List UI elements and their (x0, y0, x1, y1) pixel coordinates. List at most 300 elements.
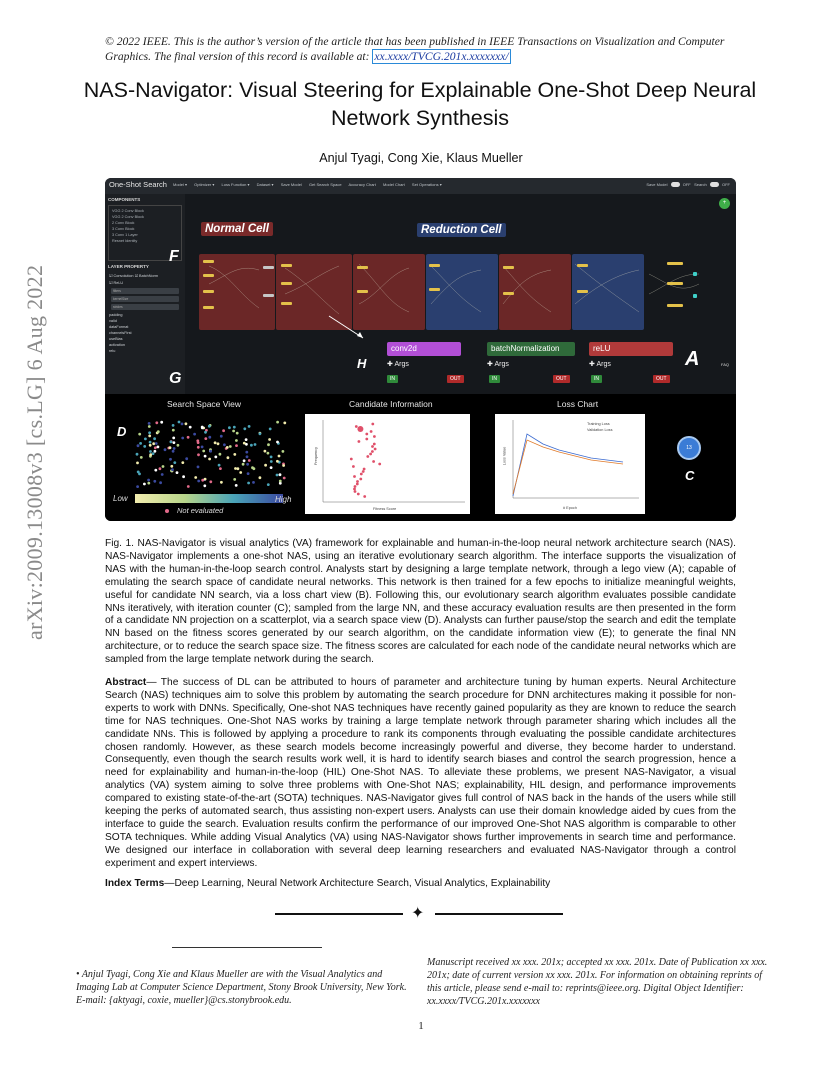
search-space-point[interactable] (144, 438, 147, 441)
candidate-point[interactable] (374, 448, 377, 451)
search-space-point[interactable] (197, 480, 200, 483)
search-space-point[interactable] (248, 425, 251, 428)
search-space-point[interactable] (232, 430, 235, 433)
search-space-point[interactable] (159, 467, 162, 470)
search-space-scatter[interactable] (131, 418, 291, 492)
search-space-point[interactable] (278, 455, 281, 458)
scale-low-label: Low (113, 494, 128, 503)
layer-node[interactable] (667, 262, 683, 265)
prop-relu[interactable]: relu (109, 349, 116, 353)
batchnorm-args[interactable]: ✚ Args (487, 361, 509, 368)
candidate-point[interactable] (371, 445, 374, 448)
save-model-toggle-state: OFF (682, 182, 691, 187)
layer-node[interactable] (577, 290, 588, 293)
search-space-point[interactable] (187, 485, 190, 488)
divider-line-left (275, 913, 403, 915)
layer-node[interactable] (203, 274, 214, 277)
label-h: H (357, 356, 367, 371)
layer-node[interactable] (357, 266, 368, 269)
candidate-point[interactable] (365, 433, 368, 436)
search-space-point[interactable] (283, 477, 286, 480)
faq-link[interactable]: FAQ (721, 362, 730, 367)
candidate-point[interactable] (378, 463, 381, 466)
copyright-notice (105, 34, 745, 64)
candidate-point[interactable] (354, 485, 357, 488)
search-space-point[interactable] (197, 441, 200, 444)
search-space-point[interactable] (229, 445, 232, 448)
search-space-point[interactable] (267, 443, 270, 446)
search-space-point[interactable] (148, 425, 151, 428)
kernel-size-field[interactable]: kernelSize (111, 296, 179, 302)
candidate-point[interactable] (371, 450, 374, 453)
search-space-point[interactable] (239, 471, 242, 474)
color-scale-bar (135, 494, 283, 503)
search-space-point[interactable] (187, 436, 190, 439)
checkbox-label[interactable]: ReLU (113, 281, 124, 285)
menu-item[interactable]: Accuracy Chart (348, 182, 376, 187)
search-space-point[interactable] (233, 453, 236, 456)
search-toggle-label: Search (694, 182, 707, 187)
search-space-point[interactable] (214, 456, 217, 459)
search-space-point[interactable] (247, 482, 250, 485)
loss-plot[interactable] (495, 414, 645, 514)
search-space-point[interactable] (173, 447, 176, 450)
search-space-point[interactable] (148, 435, 151, 438)
copyright-text: © 2022 IEEE. This is the author’s version of the article that has been published in IEEE Transactions on Visualization and Computer Graphics. The final version of this record is available at: (105, 35, 725, 63)
search-space-point[interactable] (161, 473, 164, 476)
search-space-point[interactable] (243, 459, 246, 462)
prop-valid[interactable]: valid (109, 319, 117, 323)
search-space-point[interactable] (234, 467, 237, 470)
label-d: D (117, 424, 127, 439)
component-item[interactable]: 3 Conv Block (112, 227, 135, 231)
prop-channels-first[interactable]: channelsFirst (109, 331, 132, 335)
search-space-point[interactable] (153, 437, 156, 440)
candidate-point[interactable] (373, 435, 376, 438)
search-space-point[interactable] (157, 446, 160, 449)
label-a: A (685, 348, 700, 370)
search-space-point[interactable] (270, 460, 273, 463)
search-space-point[interactable] (264, 450, 267, 453)
component-item[interactable]: 3 Conv 1 Layer (112, 233, 138, 237)
layer-checkboxes: ☑ Convolution ☑ BatchNorm (109, 274, 159, 278)
section-divider (275, 905, 565, 921)
search-space-point[interactable] (153, 480, 156, 483)
layer-property-heading: LAYER PROPERTY (108, 264, 149, 269)
component-item[interactable]: VGG 2 Conv Block (112, 209, 144, 213)
search-space-point[interactable] (193, 433, 196, 436)
layer-node[interactable] (281, 264, 292, 267)
search-space-point[interactable] (177, 444, 180, 447)
menu-item[interactable]: Set Operations ▾ (411, 182, 442, 187)
layer-node[interactable] (281, 282, 292, 285)
search-space-point[interactable] (172, 450, 175, 453)
search-space-point[interactable] (209, 450, 212, 453)
search-space-title: Search Space View (167, 399, 242, 409)
candidate-point[interactable] (350, 458, 353, 461)
search-space-point[interactable] (182, 475, 185, 478)
search-space-point[interactable] (227, 456, 230, 459)
search-space-point[interactable] (148, 431, 151, 434)
search-space-point[interactable] (209, 480, 212, 483)
candidate-point[interactable] (363, 468, 366, 471)
search-space-point[interactable] (259, 476, 262, 479)
candidate-point[interactable] (362, 470, 365, 473)
conv2d-in-port[interactable]: IN (387, 375, 398, 383)
arxiv-stamp: arXiv:2009.13008v3 [cs.LG] 6 Aug 2022 (22, 264, 47, 640)
filters-field[interactable]: filters (111, 288, 179, 294)
add-icon[interactable]: + (719, 198, 730, 209)
candidate-point[interactable] (372, 460, 375, 463)
search-space-point[interactable] (203, 484, 206, 487)
candidate-point[interactable] (354, 490, 357, 493)
menu-item[interactable]: Dataset ▾ (256, 182, 274, 187)
search-space-point[interactable] (269, 428, 272, 431)
layer-node[interactable] (429, 264, 440, 267)
not-evaluated-dot (165, 509, 169, 513)
label-g: G (169, 370, 182, 387)
search-space-point[interactable] (176, 471, 179, 474)
search-space-point[interactable] (162, 465, 165, 468)
abstract (105, 677, 736, 871)
search-space-point[interactable] (149, 441, 152, 444)
search-space-point[interactable] (254, 443, 257, 446)
layer-node[interactable] (263, 294, 274, 297)
label-c: C (685, 468, 695, 483)
search-space-point[interactable] (252, 481, 255, 484)
search-space-point[interactable] (152, 452, 155, 455)
relu-in-port[interactable]: IN (591, 375, 602, 383)
navbar-toggles (646, 182, 730, 187)
candidate-point[interactable] (353, 475, 356, 478)
search-space-point[interactable] (243, 427, 246, 430)
search-space-point[interactable] (138, 433, 141, 436)
candidate-info-title: Candidate Information (349, 399, 433, 409)
search-space-point[interactable] (143, 483, 146, 486)
output-node[interactable] (693, 294, 697, 298)
bottom-panels (105, 394, 736, 521)
candidate-point[interactable] (363, 495, 366, 498)
search-space-point[interactable] (267, 452, 270, 455)
candidate-point[interactable] (356, 483, 359, 486)
search-space-point[interactable] (143, 445, 146, 448)
figure-caption: Fig. 1. NAS-Navigator is visual analytics (VA) framework for explainable and human-in-the-loop neural network architecture search (NAS). NAS-Navigator implements a one-shot NAS, using an iterative evolutionary search algorithm. The interface supports the visualization of NAS with the human-in-the-loop search control. Analysts start by designing a large template network, through a lego view (A); capable of emulating the search space of candidate neural networks. This network is then trained for a few epochs to initialize meaningful weights, useful for candidate NN search, via a loss chart view (B). Following this, our evolutionary search algorithm evaluates possible candidate NNs iteratively, with iteration counter (C); sampled from the large NN, and these accuracy evaluation results are then presented in the form of a candidate NN projection on a scatterplot, via a search space view (D). Analysts can further pause/stop the search and edit the template NN based on the fitness scores generated by our search algorithm, on the candidate information view (E); to generate the final NN architecture, or to reduce the search space size. The fitness scores are calculated for each node of the candidate neural networks which are sampled from the large template network during the search. (105, 538, 736, 666)
search-space-point[interactable] (147, 479, 150, 482)
search-space-point[interactable] (218, 464, 221, 467)
search-space-point[interactable] (181, 423, 184, 426)
search-space-point[interactable] (279, 480, 282, 483)
batchnorm-chip[interactable]: batchNormalization (487, 342, 575, 356)
search-toggle[interactable] (710, 182, 719, 187)
search-space-point[interactable] (157, 430, 160, 433)
search-space-point[interactable] (270, 456, 273, 459)
menu-item[interactable]: Model ▾ (173, 182, 188, 187)
relu-out-port[interactable]: OUT (653, 375, 670, 383)
search-space-point[interactable] (178, 421, 181, 424)
validation-loss-line (513, 440, 623, 494)
search-space-point[interactable] (267, 483, 270, 486)
search-space-point[interactable] (160, 421, 163, 424)
search-space-point[interactable] (235, 439, 238, 442)
conv2d-out-port[interactable]: OUT (447, 375, 464, 383)
batchnorm-in-port[interactable]: IN (489, 375, 500, 383)
candidate-point[interactable] (353, 488, 356, 491)
search-space-point[interactable] (276, 474, 279, 477)
search-space-point[interactable] (164, 448, 167, 451)
scale-high-label: High (275, 495, 292, 504)
search-space-point[interactable] (217, 442, 220, 445)
search-space-point[interactable] (214, 441, 217, 444)
search-space-point[interactable] (204, 478, 207, 481)
prop-use-bias[interactable]: useBias (109, 337, 123, 341)
search-space-point[interactable] (136, 462, 139, 465)
search-space-point[interactable] (228, 426, 231, 429)
search-space-point[interactable] (279, 473, 282, 476)
layer-node[interactable] (667, 282, 683, 285)
normal-cell-title: Normal Cell (201, 222, 273, 236)
loss-ylabel: Loss Value (502, 446, 507, 466)
search-space-point[interactable] (259, 432, 262, 435)
candidate-point[interactable] (352, 465, 355, 468)
search-space-point[interactable] (201, 446, 204, 449)
search-space-point[interactable] (189, 426, 192, 429)
search-space-point[interactable] (248, 459, 251, 462)
layer-node[interactable] (263, 266, 274, 269)
candidate-point[interactable] (359, 478, 362, 481)
layer-node[interactable] (281, 302, 292, 305)
search-space-point[interactable] (172, 429, 175, 432)
search-space-point[interactable] (138, 473, 141, 476)
search-space-point[interactable] (246, 455, 249, 458)
loss-xlabel: # Epoch (563, 506, 577, 510)
label-f: F (169, 248, 179, 265)
app-navbar (105, 178, 736, 194)
search-space-point[interactable] (154, 446, 157, 449)
search-space-point[interactable] (173, 461, 176, 464)
layer-node[interactable] (203, 290, 214, 293)
search-space-point[interactable] (270, 466, 273, 469)
teaser-figure (105, 178, 736, 521)
author-affiliation-footnote: • Anjul Tyagi, Cong Xie and Klaus Mueller are with the Visual Analytics and Imaging Lab at Computer Science Department, Stony Brook University, New York. E-mail: {aktyagi, coxie, mueller}@cs.stonybrook.edu. (76, 969, 407, 1006)
search-space-point[interactable] (201, 426, 204, 429)
checkbox-label[interactable]: Convolution (113, 274, 134, 278)
search-space-point[interactable] (283, 422, 286, 425)
search-space-point[interactable] (268, 438, 271, 441)
search-space-point[interactable] (154, 450, 157, 453)
search-space-point[interactable] (185, 422, 188, 425)
search-space-point[interactable] (170, 441, 173, 444)
layer-node[interactable] (503, 292, 514, 295)
doi-link[interactable]: xx.xxxx/TVCG.201x.xxxxxxx/ (374, 50, 509, 63)
candidate-point[interactable] (365, 438, 368, 441)
search-space-point[interactable] (204, 437, 207, 440)
layer-checkbox-relu: ☑ ReLU (109, 281, 124, 285)
search-space-point[interactable] (208, 458, 211, 461)
layer-node[interactable] (503, 266, 514, 269)
search-space-point[interactable] (181, 437, 184, 440)
search-space-point[interactable] (233, 478, 236, 481)
candidate-point[interactable] (370, 430, 373, 433)
search-space-point[interactable] (276, 421, 279, 424)
search-space-point[interactable] (204, 431, 207, 434)
candidate-point[interactable] (356, 480, 359, 483)
menu-item[interactable]: Save Model (280, 182, 302, 187)
component-item[interactable]: 2 Conv Block (112, 221, 135, 225)
conv2d-chip[interactable]: conv2d (387, 342, 461, 356)
search-space-point[interactable] (282, 450, 285, 453)
search-space-point[interactable] (197, 446, 200, 449)
search-space-point[interactable] (276, 460, 279, 463)
search-space-point[interactable] (235, 484, 238, 487)
search-space-point[interactable] (181, 461, 184, 464)
search-space-point[interactable] (159, 481, 162, 484)
conv2d-args[interactable]: ✚ Args (387, 361, 409, 368)
relu-chip[interactable]: reLU (589, 342, 673, 356)
candidate-point[interactable] (358, 440, 361, 443)
search-space-point[interactable] (149, 450, 152, 453)
search-space-point[interactable] (197, 466, 200, 469)
candidate-ylabel: Frequency (313, 447, 318, 465)
search-space-point[interactable] (136, 453, 139, 456)
candidate-point[interactable] (369, 453, 372, 456)
not-evaluated-legend: Not evaluated (165, 506, 223, 515)
search-space-point[interactable] (148, 422, 151, 425)
search-space-point[interactable] (170, 465, 173, 468)
index-terms (105, 878, 736, 889)
search-space-point[interactable] (172, 424, 175, 427)
search-space-point[interactable] (171, 468, 174, 471)
search-space-point[interactable] (149, 453, 152, 456)
component-item[interactable]: Resnet Identity (112, 239, 138, 243)
search-space-point[interactable] (169, 446, 172, 449)
strides-field[interactable]: strides (111, 304, 179, 310)
search-space-point[interactable] (245, 451, 248, 454)
search-space-point[interactable] (185, 457, 188, 460)
search-space-point[interactable] (220, 481, 223, 484)
search-space-point[interactable] (197, 453, 200, 456)
candidate-point[interactable] (360, 473, 363, 476)
prop-data-format: dataFormat (109, 325, 129, 329)
search-space-point[interactable] (140, 456, 143, 459)
search-space-point[interactable] (223, 443, 226, 446)
search-space-point[interactable] (155, 421, 158, 424)
layer-node[interactable] (429, 288, 440, 291)
search-space-point[interactable] (220, 435, 223, 438)
search-space-point[interactable] (250, 444, 253, 447)
search-space-point[interactable] (264, 464, 267, 467)
layer-node[interactable] (357, 290, 368, 293)
component-item[interactable]: VGG 2 Conv Block (112, 215, 144, 219)
search-space-point[interactable] (246, 463, 249, 466)
candidate-point[interactable] (357, 426, 363, 432)
index-terms-label: Index Terms (105, 878, 165, 889)
index-terms-text: —Deep Learning, Neural Network Architecture Search, Visual Analytics, Explainability (164, 878, 551, 889)
save-model-toggle[interactable] (671, 182, 680, 187)
footnote-rule (172, 947, 322, 948)
layer-node[interactable] (577, 264, 588, 267)
search-space-point[interactable] (208, 425, 211, 428)
candidate-point[interactable] (371, 423, 374, 426)
search-space-point[interactable] (208, 436, 211, 439)
loss-legend-validation: Validation Loss (587, 428, 613, 432)
arrow-pointer (327, 314, 367, 344)
search-space-point[interactable] (154, 469, 157, 472)
candidate-point[interactable] (355, 425, 358, 428)
layer-node[interactable] (667, 304, 683, 307)
search-space-point[interactable] (276, 441, 279, 444)
search-space-point[interactable] (247, 472, 250, 475)
search-space-point[interactable] (282, 464, 285, 467)
search-space-point[interactable] (226, 446, 229, 449)
search-space-point[interactable] (136, 485, 139, 488)
layer-node[interactable] (203, 260, 214, 263)
search-space-point[interactable] (219, 467, 222, 470)
menu-item[interactable]: Get Search Space (308, 182, 342, 187)
loss-legend-training: Training Loss (587, 422, 610, 426)
iteration-counter: 13 (677, 436, 701, 460)
search-space-point[interactable] (233, 426, 236, 429)
search-space-point[interactable] (242, 463, 245, 466)
loss-chart-title: Loss Chart (557, 399, 599, 409)
search-space-point[interactable] (219, 453, 222, 456)
menu-item[interactable]: Model Chart (382, 182, 405, 187)
search-space-point[interactable] (201, 479, 204, 482)
search-space-point[interactable] (169, 458, 172, 461)
search-space-point[interactable] (152, 442, 155, 445)
search-space-point[interactable] (243, 442, 246, 445)
prop-padding: padding (109, 313, 123, 317)
checkbox-label[interactable]: BatchNorm (139, 274, 159, 278)
search-space-point[interactable] (194, 476, 197, 479)
search-space-point[interactable] (204, 455, 207, 458)
search-space-point[interactable] (173, 441, 176, 444)
candidate-xlabel: Fitness Score (373, 507, 397, 511)
training-loss-line (513, 434, 623, 496)
app-title: One-Shot Search (109, 180, 167, 189)
search-space-point[interactable] (237, 467, 240, 470)
candidate-point[interactable] (373, 443, 376, 446)
cell-connections (199, 254, 736, 334)
lego-view (187, 194, 736, 394)
components-heading: COMPONENTS (108, 197, 141, 202)
menu-item[interactable]: Loss Function ▾ (221, 182, 250, 187)
candidate-point[interactable] (357, 493, 360, 496)
search-space-point[interactable] (245, 438, 248, 441)
search-space-point[interactable] (155, 442, 158, 445)
search-space-point[interactable] (236, 432, 239, 435)
search-space-point[interactable] (251, 466, 254, 469)
search-space-point[interactable] (172, 437, 175, 440)
candidate-point[interactable] (366, 455, 369, 458)
batchnorm-out-port[interactable]: OUT (553, 375, 570, 383)
candidate-plot[interactable] (305, 414, 470, 514)
relu-args[interactable]: ✚ Args (589, 361, 611, 368)
search-space-point[interactable] (235, 444, 238, 447)
paper-title: NAS-Navigator: Visual Steering for Explainable One-Shot Deep Neural Network Synthesis (83, 78, 757, 130)
save-model-toggle-label: Save Model (646, 182, 668, 187)
search-space-point[interactable] (139, 442, 142, 445)
search-space-point[interactable] (222, 429, 225, 432)
page-number: 1 (418, 1020, 424, 1032)
search-space-point[interactable] (137, 444, 140, 447)
menu-item[interactable]: Optimizer ▾ (194, 182, 215, 187)
search-space-point[interactable] (202, 450, 205, 453)
layer-node[interactable] (203, 306, 214, 309)
output-node[interactable] (693, 272, 697, 276)
search-space-point[interactable] (149, 444, 152, 447)
search-space-point[interactable] (147, 482, 150, 485)
reduction-cell-title: Reduction Cell (417, 223, 506, 237)
